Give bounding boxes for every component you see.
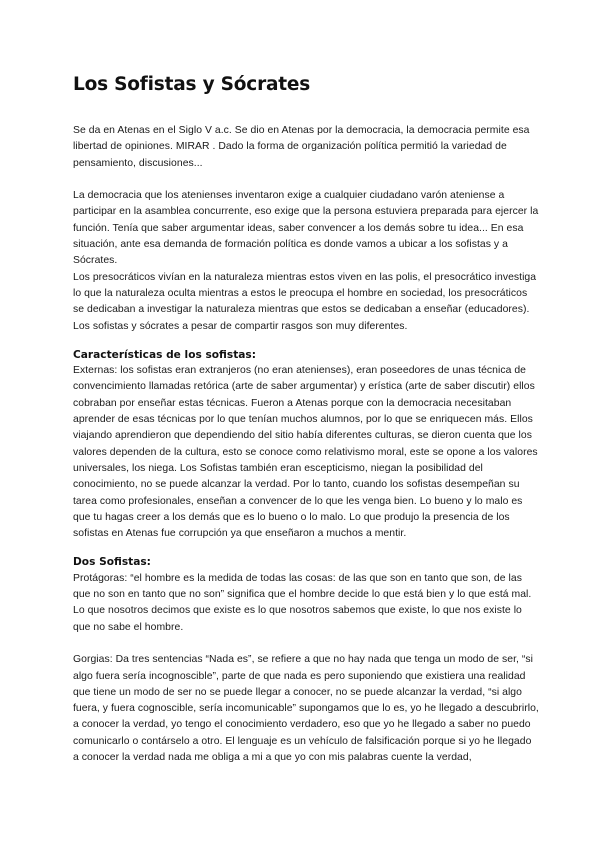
characteristics-heading: Características de los sofistas: <box>73 348 256 361</box>
gorgias-paragraph: Gorgias: Da tres sentencias “Nada es”, se refiere a que no hay nada que tenga un modo de ser, “si algo fuera sería incognoscible”, parte de que nada es pero suponiendo que existiera una realidad que tiene un modo de ser no se puede llegar a conocer, no se puede alcanzar la verdad, “si algo fuera, y fuera cognoscible, sería incomunicable” supongamos que lo es, yo he llegado a descubrirlo, a conocer la verdad, yo tengo el conocimiento verdadero, eso que yo he llegado a saber no puedo comunicarlo o contárselo a otro. El lenguaje es un vehículo de falsificación porque si yo he llegado a conocer la verdad nada me obliga a mi a que yo con mis palabras cuente la verdad, <box>73 654 539 763</box>
document-title: Los Sofistas y Sócrates <box>73 74 311 95</box>
characteristics-paragraph: Externas: los sofistas eran extranjeros (no eran atenienses), eran poseedores de unas técnica de convencimiento llamadas retórica (arte de saber argumentar) y erística (arte de saber discutir) ellos cobraban por enseñar estas técnicas. Fueron a Atenas porque con la democracia necesitaban aprender de esas técnicas por lo que tenían muchos alumnos, por lo que se enriquecen más. Ellos viajando aprendieron que dependiendo del sitio había diferentes culturas, se dieron cuenta que los valores dependen de la cultura, esto se conoce como relativismo moral, este se opone a los valores universales, los niega. Los Sofistas también eran escepticismo, niegan la posibilidad del conocimiento, no se puede alcanzar la verdad. Por lo tanto, cuando los sofistas desempeñan su tarea como profesionales, enseñan a convencer de lo que les venga bien. Lo bueno y lo malo es que tu hagas creer a los demás que es lo bueno o lo malo. Lo que produjo la presencia de los sofistas en Atenas fue corrupción ya que enseñaron a muchos a mentir. <box>73 365 538 540</box>
spacer <box>73 335 540 347</box>
spacer <box>73 172 540 188</box>
democracy-paragraph: La democracia que los atenienses inventaron exige a cualquier ciudadano varón ateniense a participar en la asamblea concurrente, eso exige que la persona estuviera preparada para ejercer la función. Tenía que saber argumentar ideas, saber convencer a los demás sobre tu idea... En esa situación, ante esa demanda de formación política es donde vamos a ubicar a los sofistas y a Sócrates. <box>73 190 539 267</box>
two-sophists-heading: Dos Sofistas: <box>73 556 151 569</box>
spacer <box>73 542 540 554</box>
presocratics-paragraph: Los presocráticos vivían en la naturaleza mientras estos viven en las polis, el presocrático investiga lo que la naturaleza oculta mientras a estos le preocupa el hombre en sociedad, los presocráticos se dedicaban a investigar la naturaleza mientras que estos se dedicaban a enseñar (educadores). Los sofistas y sócrates a pesar de compartir rasgos son muy diferentes. <box>73 271 537 332</box>
spacer <box>73 636 540 652</box>
intro-paragraph: Se da en Atenas en el Siglo V a.c. Se dio en Atenas por la democracia, la democracia permite esa libertad de opiniones. MIRAR . Dado la forma de organización política permitió la variedad de pensamiento, discusiones... <box>73 125 530 169</box>
protagoras-paragraph: Protágoras: “el hombre es la medida de todas las cosas: de las que son en tanto que son, de las que no son en tanto que no son” significa que el hombre decide lo que está bien y lo que está mal. Lo que nosotros decimos que existe es lo que nosotros sabemos que existe, lo que nos existe lo que no sabe el hombre. <box>73 572 532 633</box>
